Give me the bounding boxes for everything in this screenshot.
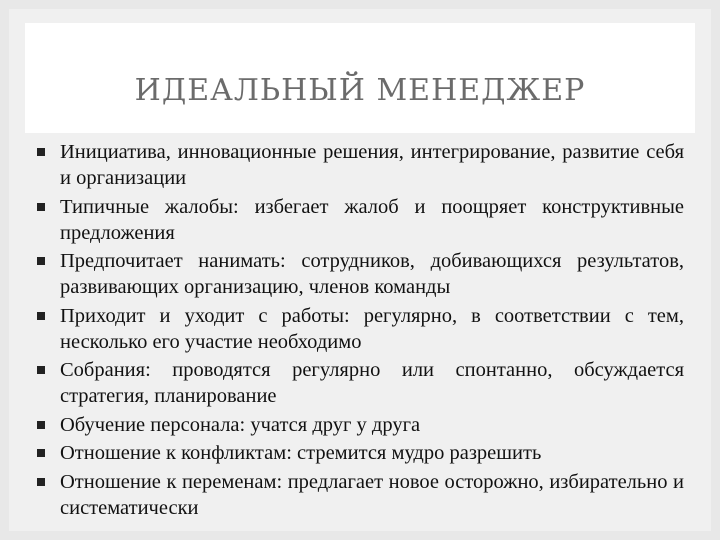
square-bullet-icon: [37, 203, 45, 211]
square-bullet-icon: [37, 366, 45, 374]
title-panel: [25, 23, 695, 133]
bullet-text: Отношение к конфликтам: стремится мудро разрешить: [60, 442, 542, 464]
square-bullet-icon: [37, 478, 45, 486]
square-bullet-icon: [37, 312, 45, 320]
list-item: [37, 303, 684, 355]
bullet-text: Отношение к переменам: предлагает новое осторожно, избирательно и систематически: [60, 470, 684, 519]
list-item: [37, 412, 684, 438]
square-bullet-icon: [37, 148, 45, 156]
list-item: [37, 248, 684, 300]
bullet-text: Обучение персонала: учатся друг у друга: [60, 413, 421, 436]
list-item: [37, 139, 684, 191]
square-bullet-icon: [37, 421, 45, 429]
slide: [9, 9, 711, 531]
list-item: [37, 194, 684, 246]
bullet-text: Инициатива, инновационные решения, интегрирование, развитие себя и организации: [60, 141, 684, 189]
square-bullet-icon: [37, 257, 45, 265]
bullet-text: Типичные жалобы: избегает жалоб и поощряет конструктивные предложения: [60, 195, 684, 244]
bullet-list: [37, 139, 684, 523]
list-item: [37, 357, 684, 409]
square-bullet-icon: [37, 449, 45, 457]
list-item: [37, 440, 684, 466]
bullet-text: Собрания: проводятся регулярно или спонтанно, обсуждается стратегия, планирование: [60, 359, 684, 407]
list-item: [37, 469, 684, 521]
bullet-text: Предпочитает нанимать: сотрудников, добивающихся результатов, развивающих организацию, членов команды: [60, 250, 684, 298]
bullet-text: Приходит и уходит с работы: регулярно, в соответствии с тем, несколько его участие необходимо: [60, 304, 684, 353]
slide-title: ИДЕАЛЬНЫЙ МЕНЕДЖЕР: [134, 72, 586, 108]
